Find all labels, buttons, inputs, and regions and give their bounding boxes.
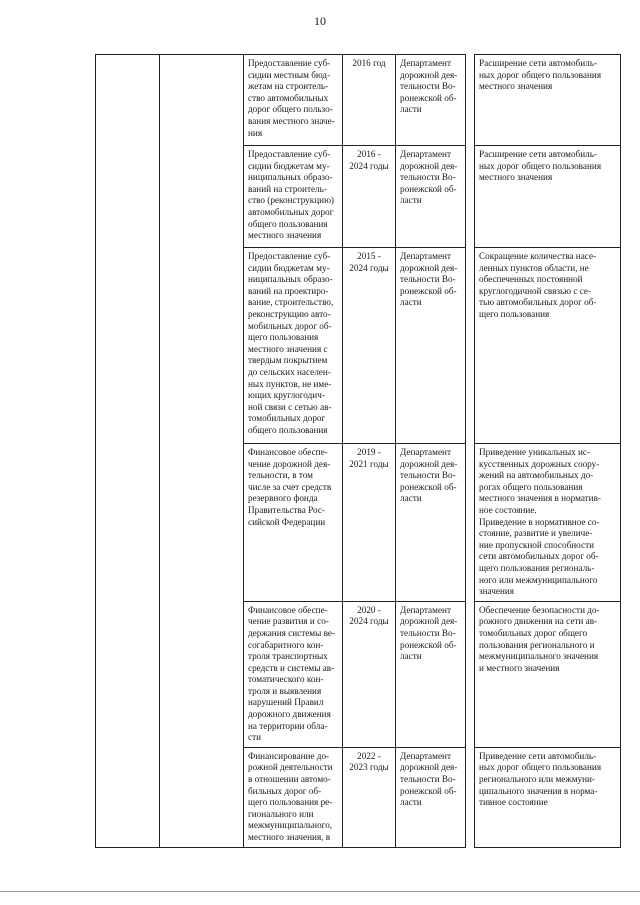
executor-cell: Департамент дорожной дея- тельности Во- ронежской об- ласти [396,55,466,146]
event-cell: Финансирование до- рожной деятельности в отношении автомо- бильных дорог об- щего пользования ре- гионального или межмуниципального, местного значения, в [244,747,343,847]
task-column-cell [160,55,244,848]
result-cell: Приведение уникальных ис- кусственных дорожных соору- жений на автомобильных до- рогах общего пользования местного значения в норматив- ное состояние. Приведение в нормативное со- стояние, развитие и увеличе- ние пропускной способности сети автомобильных дорог об- щего пользования региональ- ного или межмуниципального значения [475,444,621,602]
result-cell: Расширение сети автомобиль- ных дорог общего пользования местного значения [475,55,621,146]
column-gap [466,146,475,248]
years-cell: 2022 - 2023 годы [343,747,396,847]
result-cell: Приведение сети автомобиль- ных дорог общего пользования регионального или межмуни- ципального значения в норма- тивное состояние [475,747,621,847]
column-gap [466,601,475,747]
result-cell: Сокращение количества насе- ленных пунктов области, не обеспеченных постоянной круглогодичной связью с се- тью автомобильных дорог об- щего пользования [475,248,621,444]
number-column-cell [96,55,160,848]
years-cell: 2015 - 2024 годы [343,248,396,444]
event-cell: Финансовое обеспе- чение дорожной дея- тельности, в том числе за счет средств резервного фонда Правительства Рос- сийской Федерации [244,444,343,602]
result-cell: Обеспечение безопасности до- рожного движения на сети ав- томобильных дорог общего пользования регионального и межмуниципального значения и местного значения [475,601,621,747]
years-cell: 2016 год [343,55,396,146]
executor-cell: Департамент дорожной дея- тельности Во- ронежской об- ласти [396,248,466,444]
table-row [96,55,621,146]
result-cell: Расширение сети автомобиль- ных дорог общего пользования местного значения [475,146,621,248]
column-gap [466,248,475,444]
column-gap [466,444,475,602]
executor-cell: Департамент дорожной дея- тельности Во- ронежской об- ласти [396,146,466,248]
event-cell: Предоставление суб- сидии бюджетам му- ниципальных образо- ваний на проектиро- вание, строительство, реконструкцию авто- мобильных дорог об- щего пользования местного значения с твердым покрытием до сельских населен- ных пунктов, не име- ющих круглогодич- ной связи с сетью ав- томобильных дорог общего пользования [244,248,343,444]
event-cell: Предоставление суб- сидии бюджетам му- ниципальных образо- ваний на строитель- ство (реконструкцию) автомобильных дорог общего пользования местного значения [244,146,343,248]
executor-cell: Департамент дорожной дея- тельности Во- ронежской об- ласти [396,747,466,847]
scan-bottom-edge [0,891,640,892]
executor-cell: Департамент дорожной дея- тельности Во- ронежской об- ласти [396,444,466,602]
program-events-table [95,54,621,848]
years-cell: 2016 - 2024 годы [343,146,396,248]
column-gap [466,747,475,847]
event-cell: Финансовое обеспе- чение развития и со- держания системы ве- согабаритного кон- троля транспортных средств и системы ав- томатического кон- троля и выявления нарушений Правил дорожного движения на территории обла- сти [244,601,343,747]
executor-cell: Департамент дорожной дея- тельности Во- ронежской об- ласти [396,601,466,747]
column-gap [466,55,475,146]
years-cell: 2020 - 2024 годы [343,601,396,747]
event-cell: Предоставление суб- сидии местным бюд- жетам на строитель- ство автомобильных дорог общего пользо- вания местного значе- ния [244,55,343,146]
page-number: 10 [314,14,326,28]
years-cell: 2019 - 2021 годы [343,444,396,602]
